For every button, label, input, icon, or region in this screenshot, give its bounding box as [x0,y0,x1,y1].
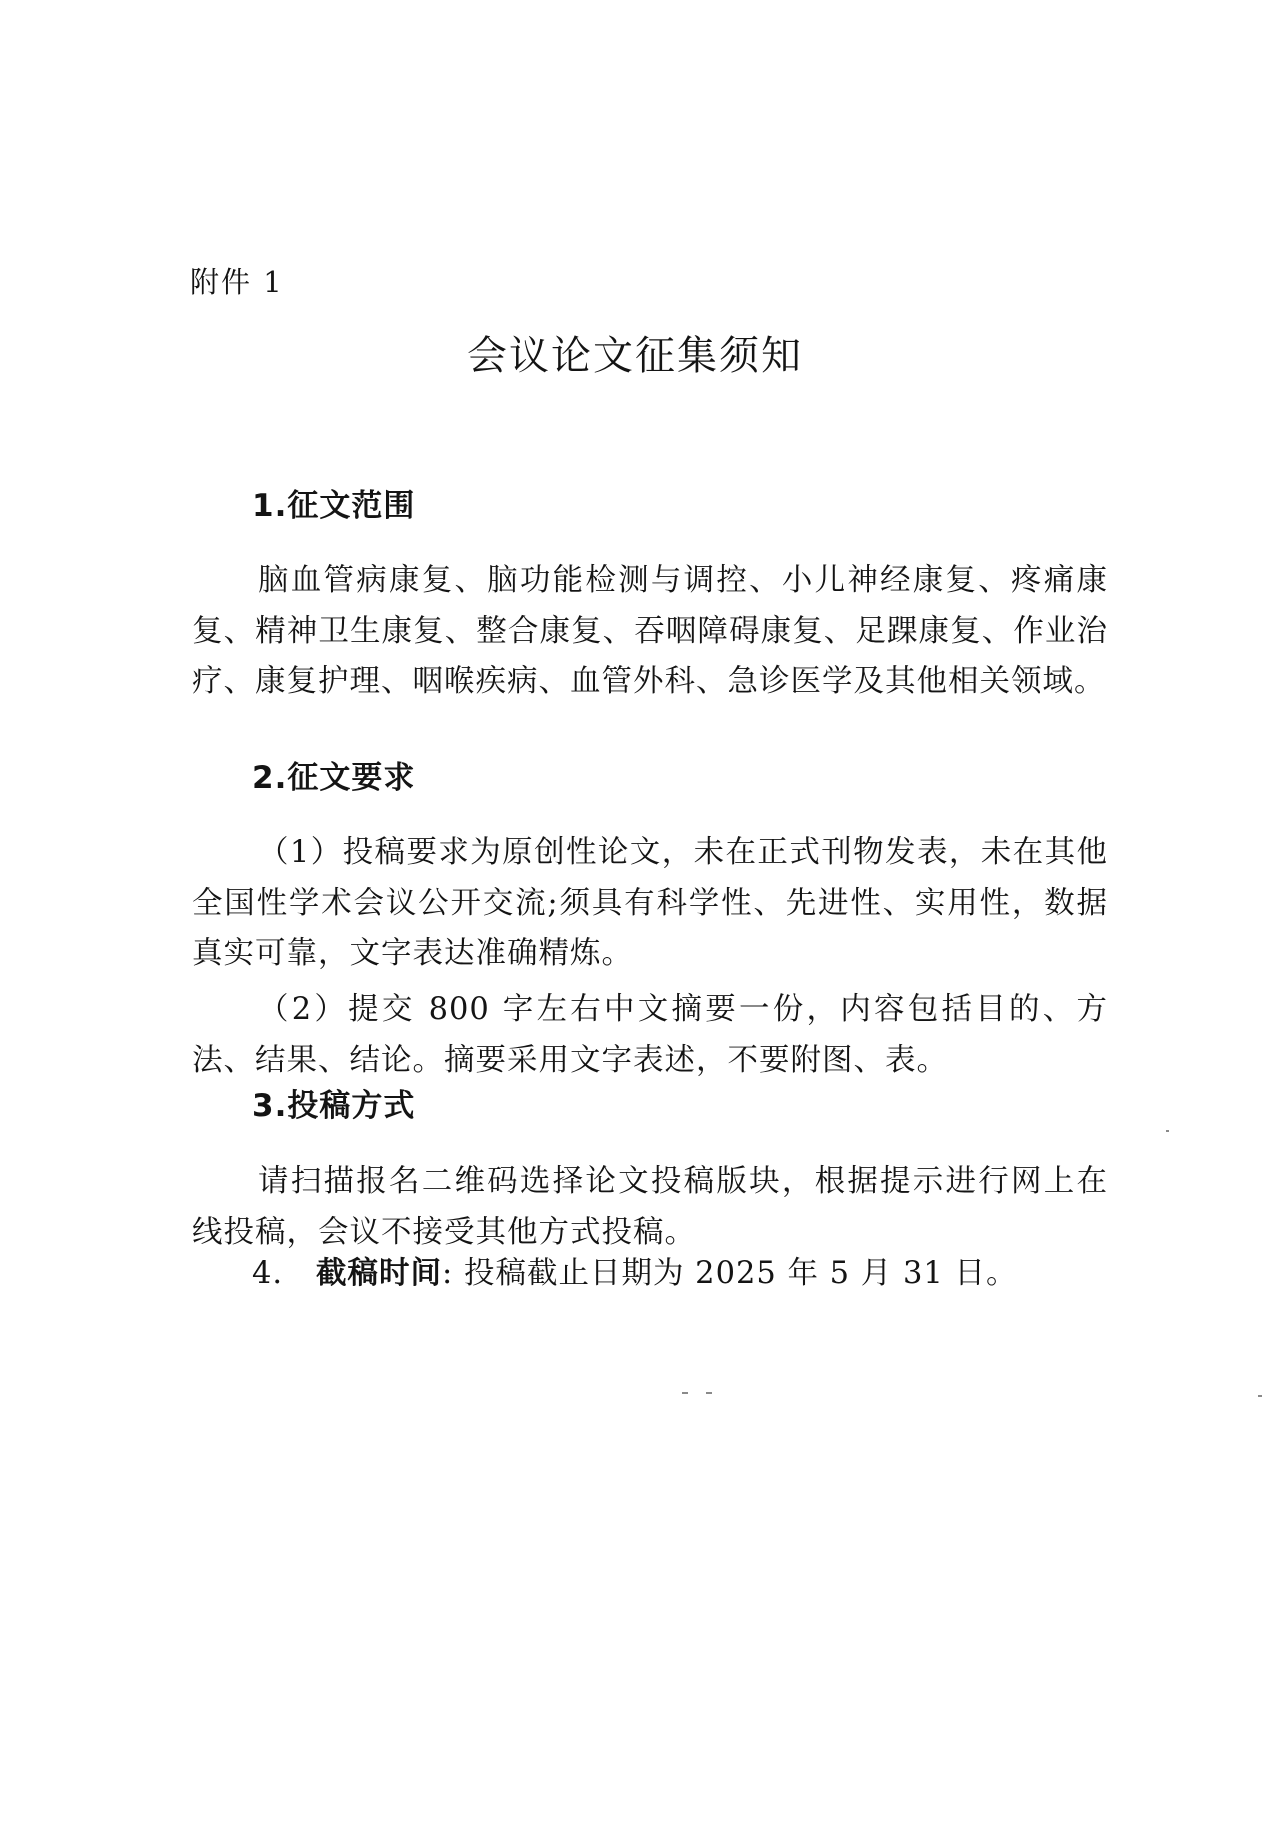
scan-speck [1166,1130,1169,1132]
deadline-number: 4. [252,1256,284,1291]
submission-paragraph: 请扫描报名二维码选择论文投稿版块，根据提示进行网上在线投稿，会议不接受其他方式投稿。 [192,1164,1108,1250]
section-heading-requirements: 2.征文要求 [252,760,416,796]
deadline-label: 截稿时间 [316,1256,442,1291]
deadline-line [252,1252,1017,1296]
scope-paragraph: 脑血管病康复、脑功能检测与调控、小儿神经康复、疼痛康复、精神卫生康复、整合康复、吞咽障碍康复、足踝康复、作业治疗、康复护理、咽喉疾病、血管外科、急诊医学及其他相关领域。 [192,563,1108,699]
scan-speck [706,1392,712,1394]
section-heading-submission: 3.投稿方式 [252,1088,416,1124]
section-heading-scope: 1.征文范围 [252,488,416,524]
scan-speck [1258,1395,1262,1397]
requirement-paragraph-2: （2）提交 800 字左右中文摘要一份，内容包括目的、方法、结果、结论。摘要采用文字表述，不要附图、表。 [192,992,1108,1078]
deadline-text: : 投稿截止日期为 2025 年 5 月 31 日。 [442,1256,1018,1291]
document-title: 会议论文征集须知 [467,333,803,379]
scan-speck [682,1392,688,1394]
attachment-label: 附件 1 [190,265,284,299]
requirement-paragraph-1: （1）投稿要求为原创性论文，未在正式刊物发表，未在其他全国性学术会议公开交流;须具有科学性、先进性、实用性，数据真实可靠，文字表达准确精炼。 [192,835,1108,971]
